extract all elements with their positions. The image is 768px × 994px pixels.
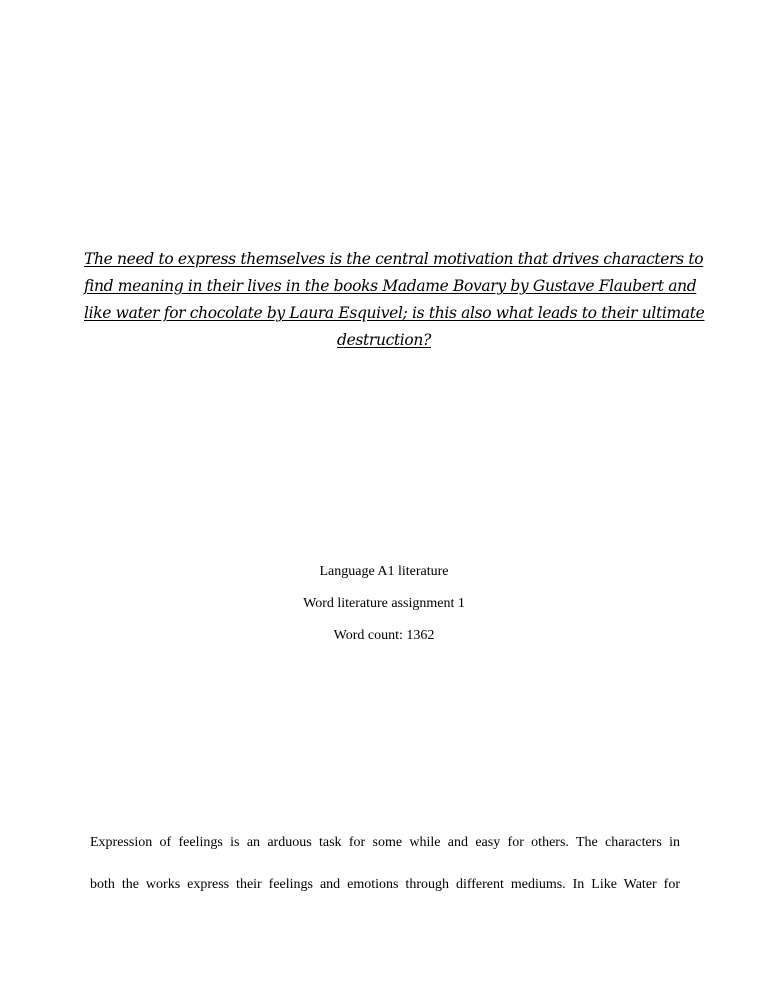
title-line-2: find meaning in their lives in the books Madame Bovary by Gustave Flaubert and bbox=[84, 277, 697, 295]
title-line-4: destruction? bbox=[337, 331, 431, 349]
title-line-3: like water for chocolate by Laura Esquivel; is this also what leads to their ultimate bbox=[84, 304, 705, 322]
essay-title bbox=[84, 246, 705, 354]
body-line-2: both the works express their feelings and emotions through different mediums. In Like Water for bbox=[90, 877, 680, 892]
title-line-1: The need to express themselves is the central motivation that drives characters to bbox=[84, 250, 704, 268]
body-line-1: Expression of feelings is an arduous task for some while and easy for others. The characters in bbox=[90, 835, 680, 850]
assignment-label: Word literature assignment 1 bbox=[303, 596, 465, 611]
word-count-label: Word count: 1362 bbox=[333, 628, 435, 643]
course-label: Language A1 literature bbox=[319, 564, 449, 579]
